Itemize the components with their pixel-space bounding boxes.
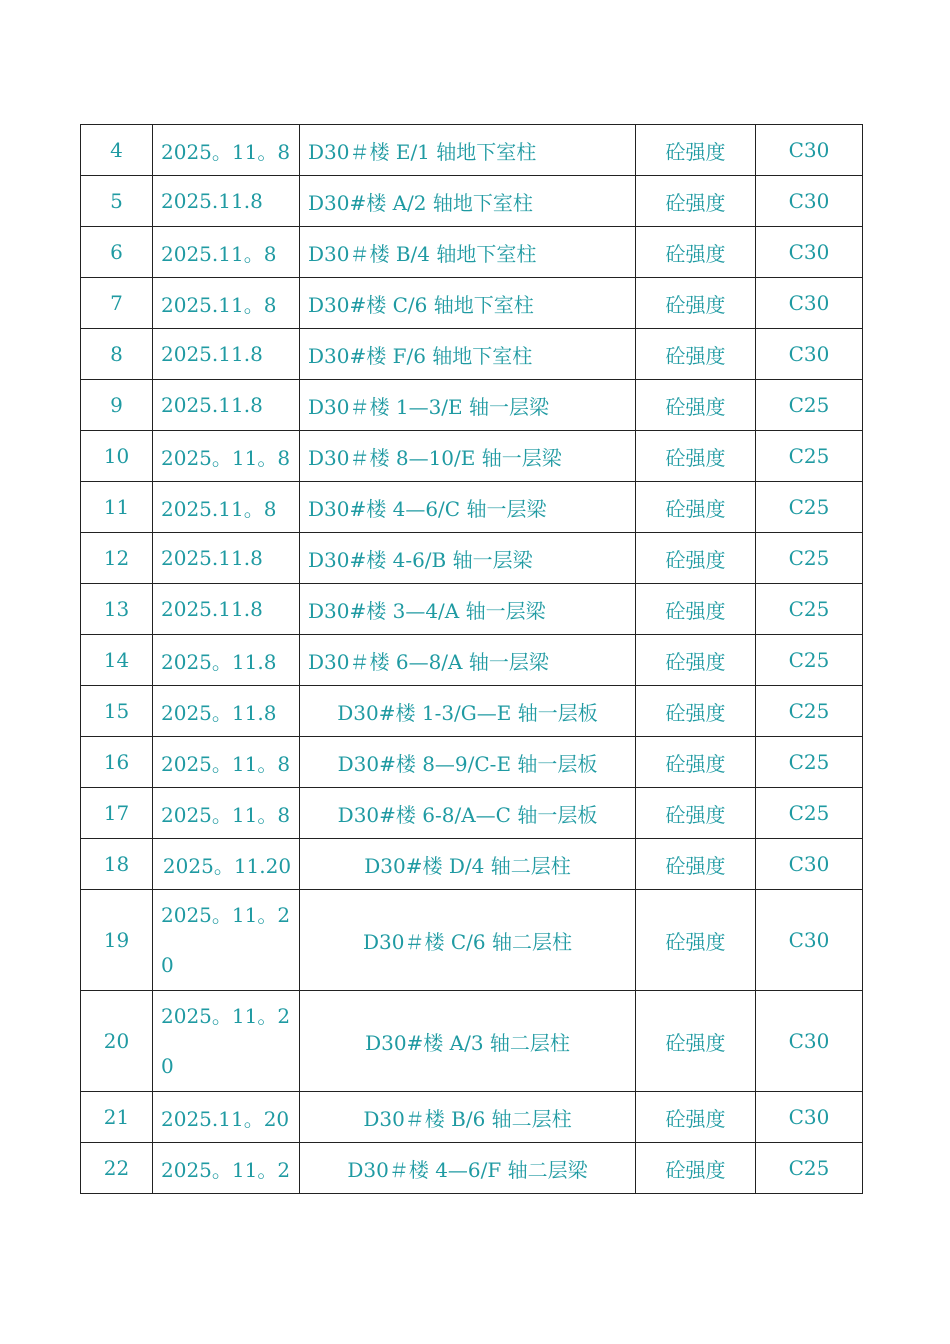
table-row (81, 329, 863, 380)
row-test-item: 砼强度 (636, 584, 756, 635)
row-grade: C25 (756, 431, 863, 482)
table-row (81, 991, 863, 1092)
row-location: D30#楼 F/6 轴地下室柱 (300, 329, 636, 380)
row-location: D30#楼 1-3/G—E 轴一层板 (300, 686, 636, 737)
row-date: 2025.11。8 (153, 227, 300, 278)
row-test-item: 砼强度 (636, 278, 756, 329)
table-row (81, 1143, 863, 1194)
row-grade: C25 (756, 788, 863, 839)
row-date: 2025.11.8 (153, 584, 300, 635)
table-row (81, 839, 863, 890)
row-location: D30#楼 8—9/C-E 轴一层板 (300, 737, 636, 788)
row-grade: C30 (756, 991, 863, 1092)
row-date: 2025.11。20 (153, 1092, 300, 1143)
row-location: D30#楼 4-6/B 轴一层梁 (300, 533, 636, 584)
row-number: 4 (81, 125, 153, 176)
row-grade: C25 (756, 533, 863, 584)
row-number: 11 (81, 482, 153, 533)
row-location: D30＃楼 B/4 轴地下室柱 (300, 227, 636, 278)
row-location: D30＃楼 C/6 轴二层柱 (300, 890, 636, 991)
row-test-item: 砼强度 (636, 788, 756, 839)
record-table (80, 124, 863, 1194)
row-grade: C30 (756, 176, 863, 227)
row-number: 20 (81, 991, 153, 1092)
row-number: 7 (81, 278, 153, 329)
row-test-item: 砼强度 (636, 839, 756, 890)
row-location: D30#楼 6-8/A—C 轴一层板 (300, 788, 636, 839)
row-number: 19 (81, 890, 153, 991)
row-date: 2025。11。8 (153, 788, 300, 839)
row-location: D30＃楼 6—8/A 轴一层梁 (300, 635, 636, 686)
table-row (81, 176, 863, 227)
row-number: 13 (81, 584, 153, 635)
row-location: D30#楼 D/4 轴二层柱 (300, 839, 636, 890)
row-number: 22 (81, 1143, 153, 1194)
row-test-item: 砼强度 (636, 890, 756, 991)
table-row (81, 482, 863, 533)
row-test-item: 砼强度 (636, 1143, 756, 1194)
row-test-item: 砼强度 (636, 227, 756, 278)
row-date: 2025.11。8 (153, 278, 300, 329)
row-location: D30#楼 A/2 轴地下室柱 (300, 176, 636, 227)
row-test-item: 砼强度 (636, 533, 756, 584)
row-location: D30＃楼 E/1 轴地下室柱 (300, 125, 636, 176)
row-test-item: 砼强度 (636, 1092, 756, 1143)
row-number: 12 (81, 533, 153, 584)
row-date: 2025.11.8 (153, 533, 300, 584)
row-grade: C30 (756, 329, 863, 380)
row-location: D30#楼 C/6 轴地下室柱 (300, 278, 636, 329)
row-date: 2025.11。8 (153, 482, 300, 533)
row-grade: C25 (756, 380, 863, 431)
row-number: 15 (81, 686, 153, 737)
row-test-item: 砼强度 (636, 686, 756, 737)
row-location: D30#楼 3—4/A 轴一层梁 (300, 584, 636, 635)
row-number: 10 (81, 431, 153, 482)
row-grade: C25 (756, 737, 863, 788)
row-number: 14 (81, 635, 153, 686)
row-number: 6 (81, 227, 153, 278)
table-row (81, 584, 863, 635)
row-location: D30＃楼 B/6 轴二层柱 (300, 1092, 636, 1143)
row-number: 8 (81, 329, 153, 380)
row-date: 2025。11。20 (153, 991, 300, 1092)
row-grade: C30 (756, 125, 863, 176)
row-date: 2025.11.8 (153, 329, 300, 380)
row-test-item: 砼强度 (636, 482, 756, 533)
row-number: 17 (81, 788, 153, 839)
table-row (81, 788, 863, 839)
table-row (81, 686, 863, 737)
table-row (81, 380, 863, 431)
row-date: 2025。11。8 (153, 431, 300, 482)
row-test-item: 砼强度 (636, 991, 756, 1092)
row-date: 2025。11.8 (153, 686, 300, 737)
row-location: D30＃楼 4—6/F 轴二层梁 (300, 1143, 636, 1194)
row-test-item: 砼强度 (636, 125, 756, 176)
row-test-item: 砼强度 (636, 329, 756, 380)
row-grade: C25 (756, 1143, 863, 1194)
row-location: D30#楼 4—6/C 轴一层梁 (300, 482, 636, 533)
row-test-item: 砼强度 (636, 635, 756, 686)
table-row (81, 533, 863, 584)
row-date: 2025。11。8 (153, 125, 300, 176)
table-row (81, 890, 863, 991)
row-date: 2025.11.8 (153, 176, 300, 227)
row-number: 9 (81, 380, 153, 431)
row-date: 2025.11.8 (153, 380, 300, 431)
row-number: 16 (81, 737, 153, 788)
table-row (81, 737, 863, 788)
row-grade: C30 (756, 1092, 863, 1143)
row-date: 2025。11。20 (153, 890, 300, 991)
row-location: D30＃楼 1—3/E 轴一层梁 (300, 380, 636, 431)
table-row (81, 1092, 863, 1143)
row-test-item: 砼强度 (636, 431, 756, 482)
row-date: 2025。11。2 (153, 1143, 300, 1194)
table-row (81, 278, 863, 329)
table-row (81, 125, 863, 176)
row-number: 21 (81, 1092, 153, 1143)
row-grade: C25 (756, 686, 863, 737)
row-grade: C25 (756, 482, 863, 533)
row-grade: C30 (756, 839, 863, 890)
row-grade: C30 (756, 278, 863, 329)
row-date: 2025。11.8 (153, 635, 300, 686)
table-row (81, 227, 863, 278)
row-number: 5 (81, 176, 153, 227)
row-test-item: 砼强度 (636, 176, 756, 227)
row-test-item: 砼强度 (636, 380, 756, 431)
row-date: 2025。11.20 (153, 839, 300, 890)
table-row (81, 635, 863, 686)
row-grade: C25 (756, 584, 863, 635)
row-number: 18 (81, 839, 153, 890)
row-location: D30#楼 A/3 轴二层柱 (300, 991, 636, 1092)
row-date: 2025。11。8 (153, 737, 300, 788)
row-grade: C30 (756, 890, 863, 991)
row-grade: C25 (756, 635, 863, 686)
row-grade: C30 (756, 227, 863, 278)
row-location: D30＃楼 8—10/E 轴一层梁 (300, 431, 636, 482)
table-row (81, 431, 863, 482)
row-test-item: 砼强度 (636, 737, 756, 788)
